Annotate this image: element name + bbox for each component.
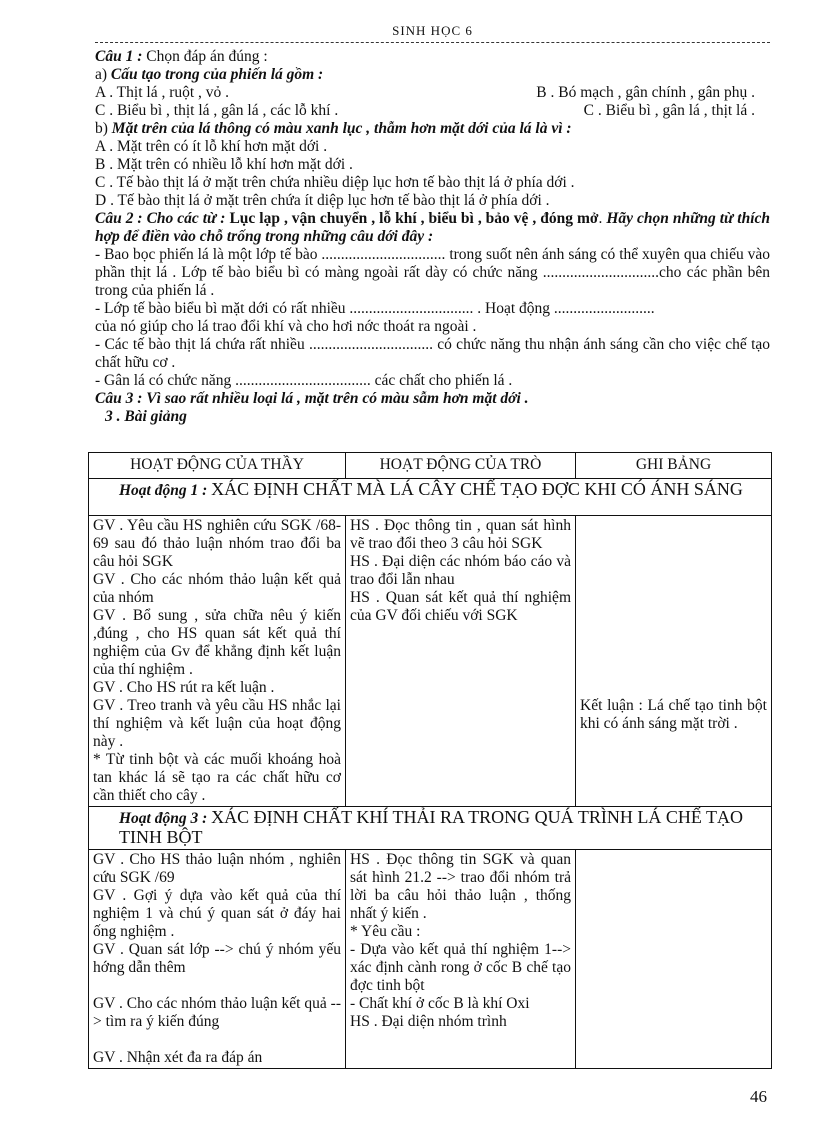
activity-1-title: XÁC ĐỊNH CHẤT MÀ LÁ CÂY CHẾ TẠO ĐỢC KHI CÓ ÁNH SÁNG bbox=[211, 479, 743, 499]
activity-1-title-row bbox=[89, 479, 772, 516]
q2-sentence-3: - Các tế bào thịt lá chứa rất nhiều ................................ có chức năng thu nhận ánh sáng cần cho việc chế tạo chất hữu cơ . bbox=[95, 336, 770, 371]
page-header: SINH HỌC 6 bbox=[95, 22, 770, 43]
activity-3-teacher: GV . Cho HS thảo luận nhóm , nghiên cứu SGK /69 GV . Gợi ý dựa vào kết quả của thí nghiệm 1 và chú ý quan sát ở đáy hai ống nghiệm . GV . Quan sát lớp --> chú ý nhóm yếu hớng dẫn thêm GV . Cho các nhóm thảo luận kết quả --> tìm ra ý kiến đúng GV . Nhận xét đa ra đáp án bbox=[89, 850, 346, 1069]
q2-heading: Câu 2 : Cho các từ : Lục lạp , vận chuyển , lỗ khí , biểu bì , bảo vệ , đóng mở. Hãy chọn những từ thích hợp để điền vào chỗ trống trong những câu dới đây : bbox=[95, 210, 771, 245]
q1-line bbox=[95, 48, 770, 66]
activity-3-student: HS . Đọc thông tin SGK và quan sát hình 21.2 --> trao đổi nhóm trả lời ba câu hỏi thảo luận , thống nhất ý kiến . * Yêu cầu : - Dựa vào kết quả thí nghiệm 1--> xác định cành rong ở cốc B chế tạo đợc tinh bột - Chất khí ở cốc B là khí Oxi HS . Đại diện nhóm trình bbox=[346, 850, 576, 1069]
option-c2: C . Biểu bì , gân lá , thịt lá . bbox=[583, 102, 755, 119]
activity-3-label: Hoạt động 3 : bbox=[119, 810, 208, 827]
header-student: HOẠT ĐỘNG CỦA TRÒ bbox=[346, 453, 576, 479]
activity-1-student: HS . Đọc thông tin , quan sát hình vẽ trao đổi theo 3 câu hỏi SGK HS . Đại diện các nhóm báo cáo và trao đổi lẫn nhau HS . Quan sát kết quả thí nghiệm của GV đối chiếu với SGK bbox=[346, 516, 576, 807]
option-a: A . Thịt lá , ruột , vỏ . bbox=[95, 84, 230, 101]
page-number: 46 bbox=[750, 1087, 767, 1106]
header-teacher: HOẠT ĐỘNG CỦA THẦY bbox=[89, 453, 346, 479]
q1-instruction: Chọn đáp án đúng : bbox=[146, 48, 268, 65]
q1b-option-b: B . Mặt trên có nhiều lỗ khí hơn mặt dới . bbox=[95, 156, 353, 173]
q3-line: Câu 3 : Vì sao rất nhiều loại lá , mặt trên có màu sẫm hơn mặt dới . bbox=[95, 390, 529, 407]
header-board: GHI BẢNG bbox=[576, 453, 772, 479]
activity-3-title-row bbox=[89, 807, 772, 850]
activity-3-content-row bbox=[89, 850, 772, 1069]
option-c1: C . Biểu bì , thịt lá , gân lá , các lỗ khí . bbox=[95, 102, 339, 119]
q2-sentence-2b: của nó giúp cho lá trao đổi khí và cho hơi nớc thoát ra ngoài . bbox=[95, 318, 477, 335]
q1b-option-a: A . Mặt trên có ít lỗ khí hơn mặt dới . bbox=[95, 138, 328, 155]
q1b-option-d: D . Tế bào thịt lá ở mặt trên chứa ít diệp lục hơn tế bào thịt lá ở phía dới . bbox=[95, 192, 550, 209]
activity-3-board bbox=[576, 850, 772, 1069]
q2-sentence-4: - Gân lá có chức năng ................................... các chất cho phiến lá . bbox=[95, 372, 513, 389]
option-b: B . Bó mạch , gân chính , gân phụ . bbox=[536, 84, 755, 101]
q2-sentence-2: - Lớp tế bào biểu bì mặt dới có rất nhiều ................................ . Hoạt động .......................... bbox=[95, 300, 655, 317]
q1a-options-c bbox=[95, 102, 770, 120]
q1a-question: a) Cấu tạo trong của phiến lá gồm : bbox=[95, 66, 324, 83]
q1a-options-ab bbox=[95, 84, 770, 102]
q2-sentence-1: - Bao bọc phiến lá là một lớp tế bào ................................ trong suốt nên ánh sáng có thể xuyên qua chiếu vào phần thịt lá . Lớp tế bào biểu bì có màng ngoài rất dày có chức năng ..............................cho các phần bên trong của phiến lá . bbox=[95, 246, 770, 299]
activity-1-board: Kết luận : Lá chế tạo tinh bột khi có ánh sáng mặt trời . bbox=[576, 516, 772, 807]
activity-1-label: Hoạt động 1 : bbox=[119, 482, 208, 499]
activity-1-content-row bbox=[89, 516, 772, 807]
q1b-option-c: C . Tế bào thịt lá ở mặt trên chứa nhiều diệp lục hơn tế bào thịt lá ở phía dới . bbox=[95, 174, 575, 191]
activity-1-teacher: GV . Yêu cầu HS nghiên cứu SGK /68-69 sau đó thảo luận nhóm trao đổi ba câu hỏi SGK GV . Cho các nhóm thảo luận kết quả của nhóm GV . Bổ sung , sửa chữa nêu ý kiến ,đúng , cho HS quan sát kết quả thí nghiệm của Gv để khẳng định kết luận của thí nghiệm . GV . Cho HS rút ra kết luận . GV . Treo tranh và yêu cầu HS nhắc lại thí nghiệm và kết luận của hoạt động này . * Từ tinh bột và các muối khoáng hoà tan khác lá sẽ tạo ra các chất hữu cơ cần thiết cho cây . bbox=[89, 516, 346, 807]
activity-3-title: XÁC ĐỊNH CHẤT KHÍ THẢI RA TRONG QUÁ TRÌNH LÁ CHẾ TẠO TINH BỘT bbox=[119, 807, 743, 847]
q1b-question: b) Mặt trên của lá thông có màu xanh lục , thẫm hơn mặt dới của lá là vì : bbox=[95, 120, 572, 137]
section-heading: 3 . Bài giảng bbox=[105, 408, 187, 425]
question-section bbox=[95, 48, 770, 426]
table-header-row bbox=[89, 453, 772, 479]
lesson-table bbox=[88, 452, 772, 1069]
q1-label: Câu 1 : bbox=[95, 48, 143, 65]
